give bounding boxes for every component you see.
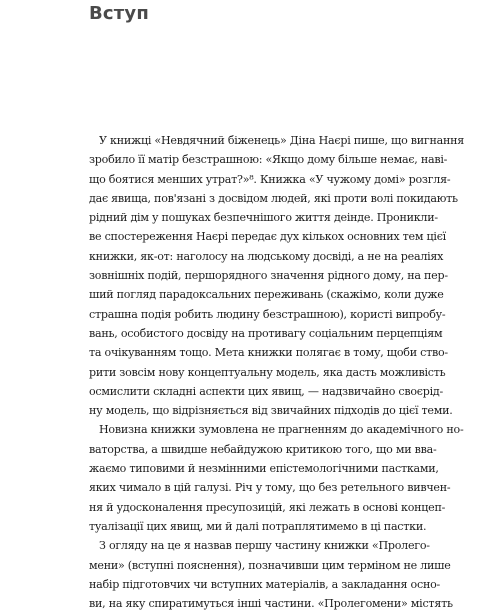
text-line: вань, особистого досвіду на противагу соціальним перцепціям xyxy=(89,326,443,340)
text-line: зовнішніх подій, першорядного значення рідного дому, на пер- xyxy=(89,269,448,283)
text-line: що боятися менших утрат?»⁸. Книжка «У чужому домі» розгля- xyxy=(89,172,451,186)
text-line: ваторства, а швидше небайдужою критикою того, що ми вва- xyxy=(89,442,437,456)
text-line: книжки, як-от: наголосу на людському досвіді, а не на реаліях xyxy=(89,249,444,263)
text-line: Новизна книжки зумовлена не прагненням до академічного но- xyxy=(99,423,464,437)
text-line: мени» (вступні пояснення), позначивши цим терміном не лише xyxy=(89,558,451,572)
text-line: З огляду на це я назвав першу частину книжки «Пролего- xyxy=(99,539,430,553)
text-line: туалізації цих явищ, ми й далі потраплятимемо в ці пастки. xyxy=(89,519,427,533)
text-line: набір підготовчих чи вступних матеріалів, а закладання осно- xyxy=(89,577,441,591)
text-line: та очікуванням тощо. Мета книжки полягає в тому, щоби ство- xyxy=(89,346,448,360)
text-line: У книжці «Невдячний біженець» Діна Наєрі пише, що вигнання xyxy=(99,134,465,147)
text-line: осмислити складні аспекти цих явищ, — надзвичайно своєрід- xyxy=(89,384,443,398)
text-line: ший погляд парадоксальних переживань (скажімо, коли дуже xyxy=(89,288,444,302)
text-line: рідний дім у пошуках безпечнішого життя деінде. Проникли- xyxy=(89,211,438,225)
text-line: ну модель, що відрізняється від звичайних підходів до цієї теми. xyxy=(89,404,453,418)
text-line: ве спостереження Наєрі передає дух кількох основних тем цієї xyxy=(89,230,446,244)
chapter-title: Вступ xyxy=(89,3,149,24)
text-line: ви, на яку спиратимуться інші частини. «Пролегомени» містять xyxy=(89,597,453,611)
body-text xyxy=(89,131,465,613)
text-line: страшна подія робить людину безстрашною), користі випробу- xyxy=(89,307,446,321)
text-line: рити зовсім нову концептуальну модель, яка дасть можливість xyxy=(89,365,446,379)
text-line: жаємо типовими й незмінними епістемологічними пастками, xyxy=(89,462,439,476)
text-line: яких чимало в цій галузі. Річ у тому, що без ретельного вивчен- xyxy=(89,481,451,495)
text-line: ня й удосконалення пресупозицій, які лежать в основі концеп- xyxy=(89,500,446,514)
text-line: дає явища, пов'язані з досвідом людей, які проти волі покидають xyxy=(89,191,458,205)
text-line: зробило її матір безстрашною: «Якщо дому більше немає, наві- xyxy=(89,153,448,167)
